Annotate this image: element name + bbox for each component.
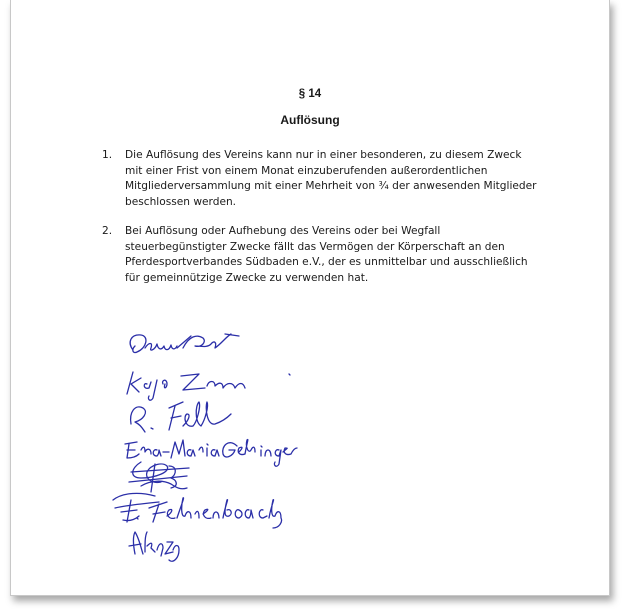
signature-5 bbox=[129, 462, 189, 492]
signature-3 bbox=[131, 402, 231, 432]
document-page bbox=[10, 0, 610, 596]
signature-6 bbox=[113, 493, 282, 528]
signatures-block bbox=[111, 322, 311, 567]
list-item-number: 1. bbox=[102, 149, 113, 161]
signature-7 bbox=[129, 532, 179, 561]
list-item-number: 2. bbox=[102, 225, 113, 237]
section-title: Auflösung bbox=[280, 113, 340, 127]
signature-2 bbox=[127, 372, 290, 400]
list-item-text: Die Auflösung des Vereins kann nur in einer besonderen, zu diesem Zweck mit einer Frist von einem Monat einzuberufenden außerordentlichen Mitgliederversammlung mit einer Mehrheit von ¾ der anwesenden Mitglieder beschlossen werden. bbox=[125, 149, 537, 208]
signature-4 bbox=[125, 440, 297, 467]
list-item bbox=[102, 224, 572, 286]
signature-1 bbox=[130, 334, 239, 353]
list-item bbox=[102, 148, 572, 210]
section-number: § 14 bbox=[298, 88, 322, 100]
list-item-text: Bei Auflösung oder Aufhebung des Vereins oder bei Wegfall steuerbegünstigter Zwecke fällt das Vermögen der Körperschaft an den Pferdesportverbandes Südbaden e.V., der es unmittelbar und ausschließlich für gemeinnützige Zwecke zu verwenden hat. bbox=[125, 225, 528, 284]
